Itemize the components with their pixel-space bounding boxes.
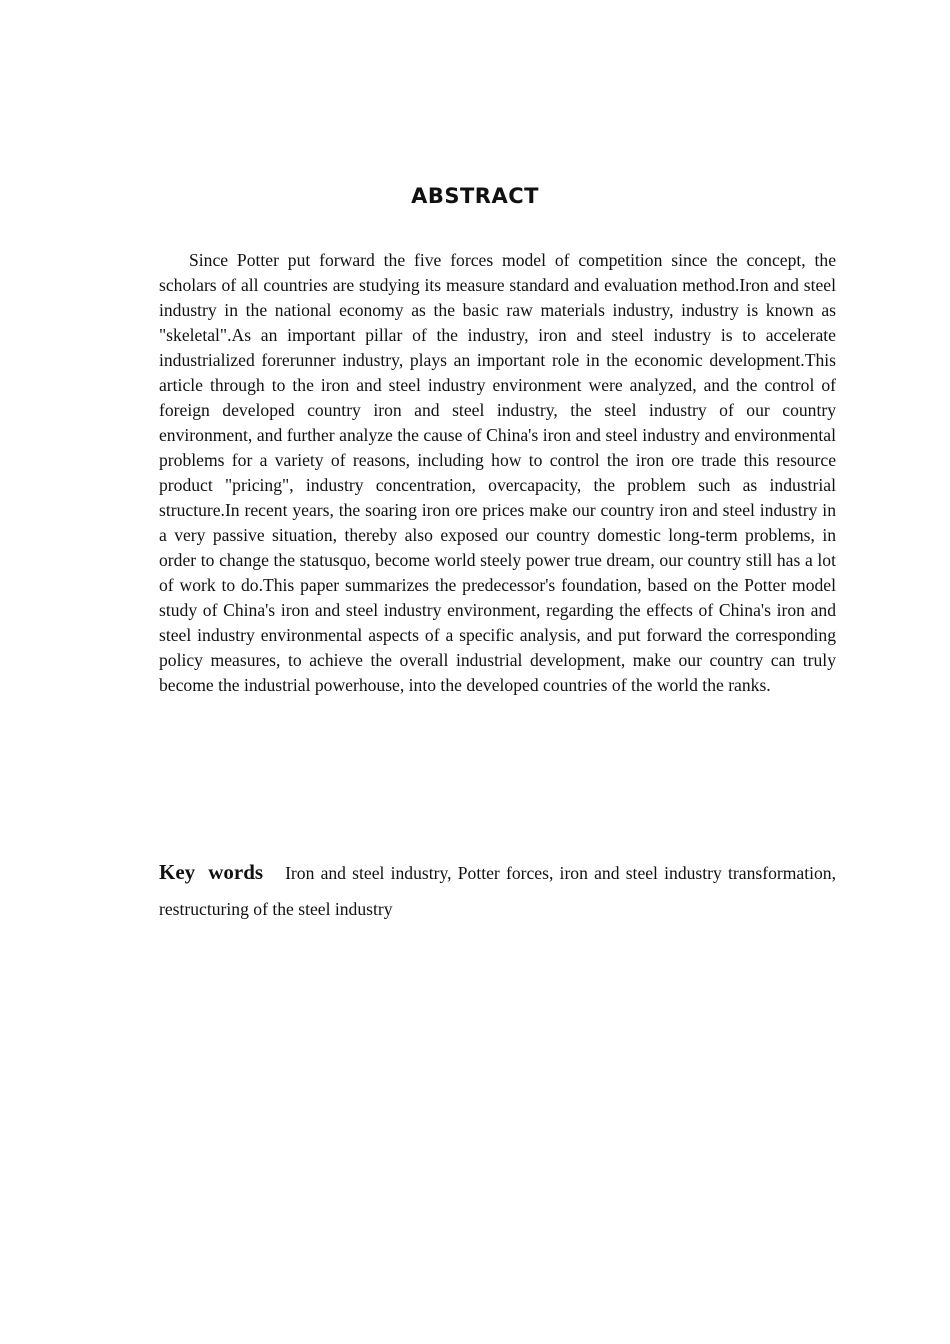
abstract-title: ABSTRACT xyxy=(411,184,539,208)
keywords-label: Key words xyxy=(159,860,264,884)
keywords-text: Iron and steel industry, Potter forces, iron and steel industry transformation, restructuring of the steel industry xyxy=(159,863,837,919)
keywords-section xyxy=(159,854,836,927)
abstract-body: Since Potter put forward the five forces model of competition since the concept, the scholars of all countries are studying its measure standard and evaluation method.Iron and steel industry in the national economy as the basic raw materials industry, industry is known as "skeletal".As an important pillar of the industry, iron and steel industry is to accelerate industrialized forerunner industry, plays an important role in the economic development.This article through to the iron and steel industry environment were analyzed, and the control of foreign developed country iron and steel industry, the steel industry of our country environment, and further analyze the cause of China's iron and steel industry and environmental problems for a variety of reasons, including how to control the iron ore trade this resource product "pricing", industry concentration, overcapacity, the problem such as industrial structure.In recent years, the soaring iron ore prices make our country iron and steel industry in a very passive situation, thereby also exposed our country domestic long-term problems, in order to change the statusquo, become world steely power true dream, our country still has a lot of work to do.This paper summarizes the predecessor's foundation, based on the Potter model study of China's iron and steel industry environment, regarding the effects of China's iron and steel industry environmental aspects of a specific analysis, and put forward the corresponding policy measures, to achieve the overall industrial development, make our country can truly become the industrial powerhouse, into the developed countries of the world the ranks. xyxy=(159,250,836,695)
